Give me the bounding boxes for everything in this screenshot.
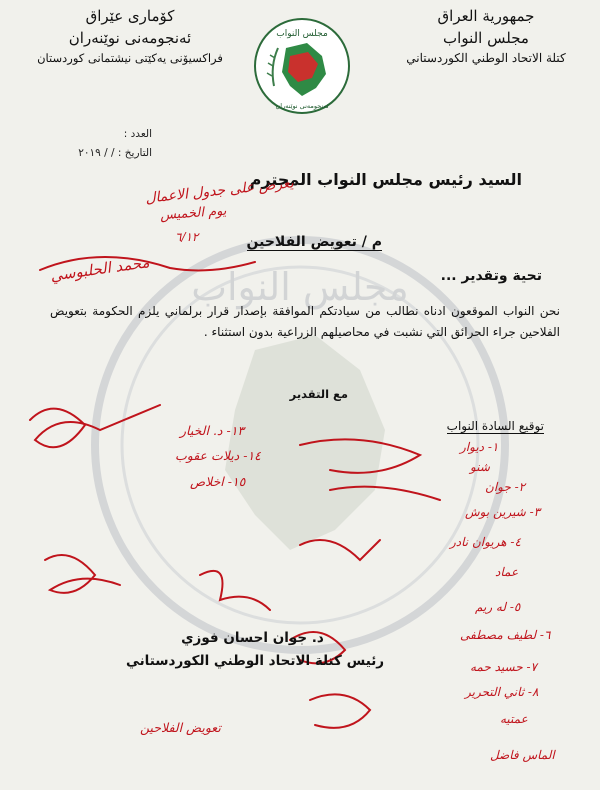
handwritten-note: يوم الخميس: [159, 203, 227, 224]
letterhead-kurdish-line: فراکسیۆنی یەکێتی نیشتمانی کوردستان: [37, 50, 223, 65]
signatory-entry: عمتيه: [500, 712, 528, 726]
letterhead-arabic-line: كتلة الاتحاد الوطني الكوردستاني: [406, 50, 566, 65]
signer-title: رئيس كتلة الاتحاد الوطني الكوردستاني: [125, 653, 385, 669]
signatory-entry: شنو: [470, 460, 490, 474]
signatory-entry: ١٤- ديلات عقوب: [175, 448, 261, 463]
greeting: تحية وتقدير ...: [440, 268, 542, 284]
handwritten-note: ٦/١٢: [175, 230, 199, 244]
letterhead-kurdish-line: ئەنجومەنی نوێنەران: [68, 28, 192, 47]
signatory-entry: ١٥- اخلاص: [190, 474, 246, 489]
letterhead-arabic-line: جمهورية العراق: [437, 7, 535, 25]
subject-line: م / تعويض الفلاحين: [246, 234, 382, 250]
signatory-entry: عماد: [495, 565, 519, 579]
signatory-entry: ٨- ثاني التحرير: [465, 685, 539, 699]
handwritten-signature: محمد الحلبوسي: [49, 253, 151, 285]
watermark-text: مجلس النواب: [191, 265, 409, 309]
logo-bottom-text: ئەنجومەنی نوێنەران: [275, 102, 329, 110]
letterhead-kurdish-line: کۆماری عێراق: [85, 7, 175, 25]
handwritten-note: يعرض على جدول الاعمال: [144, 175, 295, 207]
signatory-entry: ٣- شيرين بوش: [465, 505, 541, 519]
logo-top-text: مجلس النواب: [276, 29, 328, 39]
signatory-entry: ٢- جوان: [485, 480, 526, 494]
signatory-entry: ٦- لطيف مصطفى: [460, 628, 551, 642]
signer-name: د. جوان احسان فوزي: [181, 630, 324, 646]
signatory-entry: ٥- له ريم: [475, 600, 521, 614]
signatory-entry: ٤- هريوان نادر: [450, 535, 521, 549]
closing: مع التقدير: [289, 387, 348, 401]
signatures-heading: توقيع السادة النواب: [446, 419, 544, 433]
signatory-entry: ١٣- د. الخيار: [180, 423, 245, 438]
signatory-entry: ٧- حسيد حمه: [470, 660, 537, 674]
reference-date: التاريخ : / / ٢٠١٩: [78, 147, 152, 159]
signatory-entry: ١- ديوار: [460, 440, 499, 454]
signatory-entry: الماس فاضل: [490, 748, 555, 762]
signatory-entry: تعويض الفلاحين: [140, 720, 221, 735]
reference-number: العدد :: [123, 128, 152, 140]
letter-body: نحن النواب الموقعون ادناه نطالب من سيادتكم الموافقة بإصدار قرار برلماني يلزم الحكومة بتعويض الفلاحين جراء الحرائق التي نشبت في محاصيلهم الزراعية بدون استثناء .: [50, 304, 560, 339]
letterhead-arabic-line: مجلس النواب: [443, 28, 529, 47]
addressee: السيد رئيس مجلس النواب المحترم: [249, 170, 522, 189]
